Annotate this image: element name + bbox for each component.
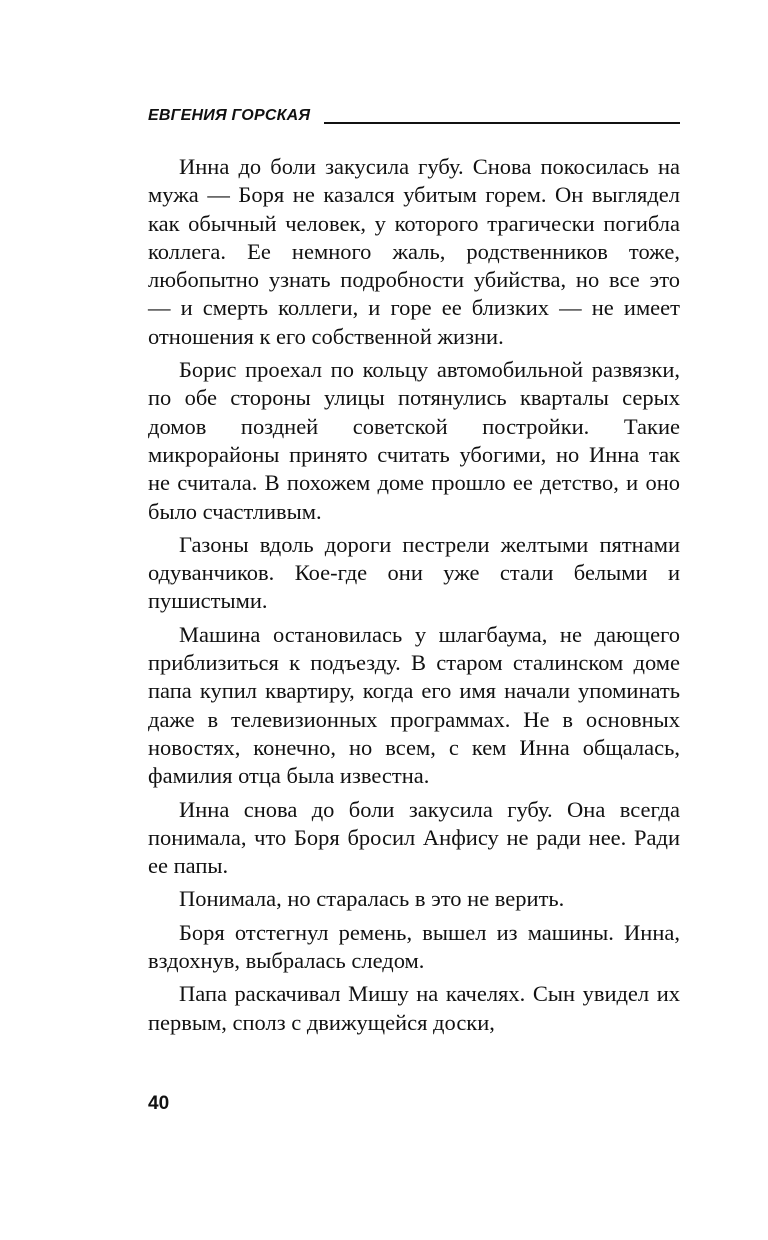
running-head bbox=[148, 106, 680, 126]
paragraph-1: Инна до боли закусила губу. Снова покосилась на мужа — Боря не казался убитым горем. Он выглядел как обычный человек, у которого трагически погибла коллега. Ее немного жаль, родственников тоже, любопытно узнать подробности убийства, но все это — и смерть коллеги, и горе ее близких — не имеет отношения к его собственной жизни. bbox=[148, 154, 680, 349]
paragraph-4: Машина остановилась у шлагбаума, не дающего приблизиться к подъезду. В старом сталинском доме папа купил квартиру, когда его имя начали упоминать даже в телевизионных программах. Не в основных новостях, конечно, но всем, с кем Инна общалась, фамилия отца была известна. bbox=[148, 621, 680, 789]
header-rule bbox=[324, 122, 680, 124]
paragraph-2: Борис проехал по кольцу автомобильной развязки, по обе стороны улицы потянулись кварталы серых домов поздней советской постройки. Такие микрорайоны принято считать убогими, но Инна так не считала. В похожем доме прошло ее детство, и оно было счастливым. bbox=[148, 357, 680, 524]
body-text bbox=[148, 153, 680, 1037]
paragraph-8: Папа раскачивал Мишу на качелях. Сын увидел их первым, сполз с движущейся доски, bbox=[148, 981, 680, 1035]
paragraph-3: Газоны вдоль дороги пестрели желтыми пятнами одуванчиков. Кое-где они уже стали белыми и пушистыми. bbox=[148, 531, 680, 614]
paragraph-7: Боря отстегнул ремень, вышел из машины. Инна, вздохнув, выбралась следом. bbox=[148, 919, 680, 974]
author-name: ЕВГЕНИЯ ГОРСКАЯ bbox=[148, 107, 311, 124]
page-number: 40 bbox=[148, 1093, 170, 1114]
paragraph-6: Понимала, но старалась в это не верить. bbox=[179, 886, 565, 912]
paragraph-5: Инна снова до боли закусила губу. Она всегда понимала, что Боря бросил Анфису не ради нее. Ради ее папы. bbox=[148, 796, 680, 879]
